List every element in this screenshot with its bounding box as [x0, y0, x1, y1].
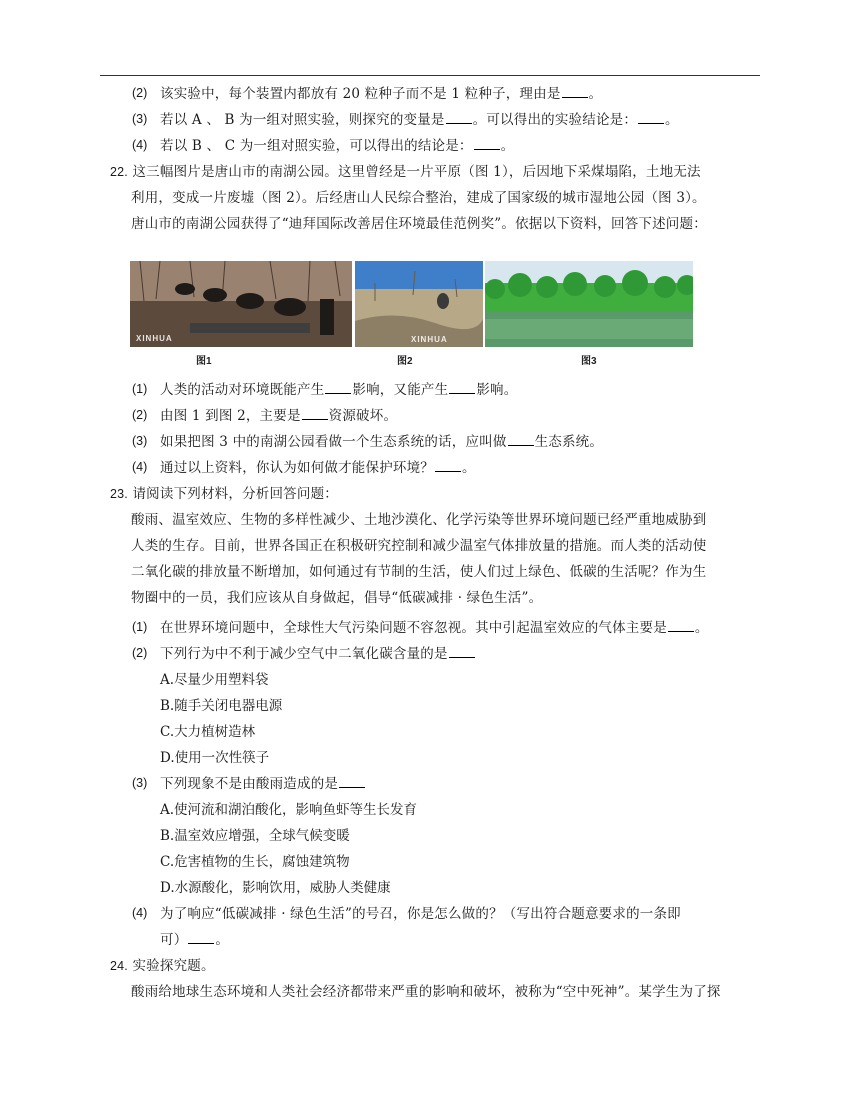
answer-blank[interactable] [302, 407, 328, 420]
q23-2-text: 下列行为中不利于减少空气中二氧化碳含量的是 [160, 645, 476, 663]
q21-3-num: (3) [132, 112, 148, 126]
answer-blank[interactable] [449, 645, 475, 658]
q23-3-text: 下列现象不是由酸雨造成的是 [160, 775, 366, 793]
q22-3-num: (3) [132, 434, 148, 448]
figure-3-illustration [485, 261, 693, 347]
figure-2-photo [355, 261, 483, 347]
answer-blank[interactable] [435, 459, 461, 472]
q23-1-num: (1) [132, 620, 148, 634]
q22-intro-line-2: 利用，变成一片废墟（图 2）。后经唐山人民综合整治，建成了国家级的城市湿地公园（图 3）。 [131, 190, 706, 206]
q23-2-num: (2) [132, 646, 148, 660]
figure-1-caption: 图1 [196, 356, 212, 367]
figure-2-watermark: XINHUA [411, 335, 448, 344]
answer-blank[interactable] [449, 381, 475, 394]
q23-para-line-1: 酸雨、温室效应、生物的多样性减少、土地沙漠化、化学污染等世界环境问题已经严重地威胁到 [131, 512, 707, 528]
figure-3-caption: 图3 [581, 356, 597, 367]
answer-blank[interactable] [446, 111, 472, 124]
q22-intro-line-3: 唐山市的南湖公园获得了“迪拜国际改善居住环境最佳范例奖”。依据以下资料，回答下述问题： [131, 216, 707, 232]
q23-3-option-b[interactable]: B.温室效应增强，全球气候变暖 [160, 828, 350, 844]
q22-2-text: 由图 1 到图 2，主要是 资源破坏。 [160, 408, 398, 424]
q23-3-option-d[interactable]: D.水源酸化，影响饮用，威胁人类健康 [160, 880, 391, 896]
q23-4-line-2: 可） 。 [160, 932, 230, 948]
q23-2-option-d[interactable]: D.使用一次性筷子 [160, 750, 270, 766]
answer-blank[interactable] [474, 137, 500, 150]
figure-1-photo [130, 261, 352, 347]
q23-3-option-a[interactable]: A.使河流和湖泊酸化，影响鱼虾等生长发育 [160, 802, 418, 818]
q23-1-text: 在世界环境问题中，全球性大气污染问题不容忽视。其中引起温室效应的气体主要是 。 [160, 620, 709, 636]
q22-intro-line-1: 22. 这三幅图片是唐山市的南湖公园。这里曾经是一片平原（图 1），后因地下采煤塌陷，土地无法 [110, 164, 701, 180]
q21-4-text: 若以 B 、 C 为一组对照实验，可以得出的结论是： 。 [160, 138, 515, 154]
q23-2-option-b[interactable]: B.随手关闭电器电源 [160, 698, 283, 714]
figure-3-photo [485, 261, 693, 347]
answer-blank[interactable] [325, 381, 351, 394]
answer-blank[interactable] [668, 619, 694, 632]
answer-blank[interactable] [188, 931, 214, 944]
answer-blank[interactable] [638, 111, 664, 124]
q22-2-num: (2) [132, 408, 148, 422]
q23-2-option-c[interactable]: C.大力植树造林 [160, 724, 256, 740]
answer-blank[interactable] [562, 85, 588, 98]
header-rule [100, 75, 760, 76]
q23-3-option-c[interactable]: C.危害植物的生长，腐蚀建筑物 [160, 854, 350, 870]
q23-para-line-4: 物圈中的一员，我们应该从自身做起，倡导“低碳减排 · 绿色生活”。 [131, 590, 543, 606]
q22-1-num: (1) [132, 382, 148, 396]
q23-para-line-2: 人类的生存。目前，世界各国正在积极研究控制和减少温室气体排放量的措施。而人类的活动使 [131, 538, 707, 554]
figure-1-watermark: XINHUA [136, 334, 173, 343]
q21-2-num: (2) [132, 86, 148, 100]
q24-para-line-1: 酸雨给地球生态环境和人类社会经济都带来严重的影响和破坏，被称为“空中死神”。某学生为了探 [131, 984, 721, 1000]
q23-para-line-3: 二氧化碳的排放量不断增加，如何通过有节制的生活，使人们过上绿色、低碳的生活呢？作为生 [131, 564, 707, 580]
q21-2-text: 该实验中，每个装置内都放有 20 粒种子而不是 1 粒种子，理由是 。 [160, 86, 603, 102]
q23-4-num: (4) [132, 906, 148, 920]
q23-title: 23. 请阅读下列材料，分析回答问题： [110, 486, 338, 502]
q22-3-text: 如果把图 3 中的南湖公园看做一个生态系统的话，应叫做 生态系统。 [160, 434, 604, 450]
q21-3-text: 若以 A 、 B 为一组对照实验，则探究的变量是 。可以得出的实验结论是： 。 [160, 112, 679, 128]
q22-4-text: 通过以上资料，你认为如何做才能保护环境？ 。 [160, 460, 476, 476]
q23-4-line-1: 为了响应“低碳减排 · 绿色生活”的号召，你是怎么做的？（写出符合题意要求的一条即 [160, 906, 681, 922]
q24-title: 24. 实验探究题。 [110, 958, 215, 974]
answer-blank[interactable] [508, 433, 534, 446]
q23-2-option-a[interactable]: A.尽量少用塑料袋 [160, 672, 269, 688]
q21-4-num: (4) [132, 138, 148, 152]
answer-blank[interactable] [339, 775, 365, 788]
figure-2-caption: 图2 [397, 356, 413, 367]
q22-4-num: (4) [132, 460, 148, 474]
q22-1-text: 人类的活动对环境既能产生 影响，又能产生 影响。 [160, 382, 518, 398]
q23-3-num: (3) [132, 776, 148, 790]
